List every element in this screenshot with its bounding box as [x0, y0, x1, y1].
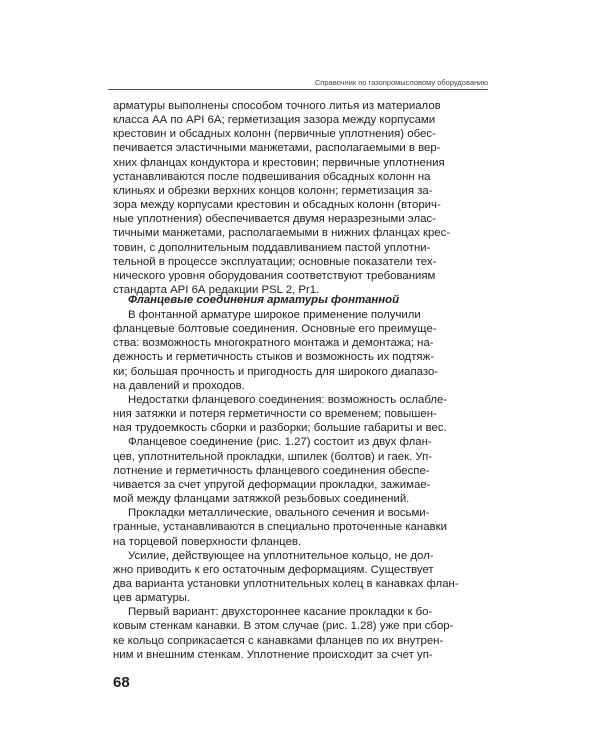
text-line: лотнение и герметичность фланцевого соединения обеспе-	[113, 464, 430, 477]
text-line: ные уплотнения) обеспечивается двумя неразрезными элас-	[113, 213, 436, 226]
section-body	[113, 308, 485, 662]
text-line: тельной в процессе эксплуатации; основные показатели тех-	[113, 255, 437, 268]
text-line: печивается эластичными манжетами, располагаемыми в вер-	[113, 142, 441, 155]
text-line: В фонтанной арматуре широкое применение получили	[128, 309, 421, 321]
text-line: ки; большая прочность и пригодность для широкого диапазо-	[113, 365, 439, 378]
text-line: стандарта API 6А редакции PSL 2, Pr1.	[113, 284, 320, 297]
text-line: класса АА по API 6А; герметизация зазора между корпусами	[113, 114, 436, 127]
text-line: клиньях и обрезки верхних концов колонн; герметизация за-	[113, 184, 433, 197]
text-line: дежность и герметичность стыков и возможность их подтяж-	[113, 351, 435, 364]
intro-paragraph	[113, 99, 485, 297]
text-line: ке кольцо соприкасается с канавками фланцев по их внутрен-	[113, 634, 444, 647]
text-line: жно приводить к его остаточным деформациям. Существует	[113, 563, 434, 576]
running-header: Справочник по газопромысловому оборудованию	[314, 78, 488, 87]
text-line: мой между фланцами затяжкой резьбовых соединений.	[113, 493, 410, 506]
text-line: тичными манжетами, располагаемыми в нижних фланцах крес-	[113, 227, 451, 240]
text-line: цев, уплотнительной прокладки, шпилек (болтов) и гаек. Уп-	[113, 450, 433, 463]
text-line: арматуры выполнены способом точного литья из материалов	[113, 100, 441, 112]
text-line: устанавливаются после подвешивания обсадных колонн на	[113, 170, 431, 183]
text-line: на торцевой поверхности фланцев.	[113, 535, 302, 548]
text-line: Недостатки фланцевого соединения: возможность ослабле-	[128, 393, 448, 406]
text-line: гранные, устанавливаются в специально проточенные канавки	[113, 521, 447, 534]
text-line: Фланцевое соединение (рис. 1.27) состоит из двух флан-	[128, 436, 432, 449]
page-number: 68	[113, 674, 130, 691]
text-line: крестовин и обсадных колонн (первичные уплотнения) обес-	[113, 128, 436, 141]
text-line: нического уровня оборудования соответствуют требованиям	[113, 269, 436, 282]
text-line: Первый вариант: двухстороннее касание прокладки к бо-	[128, 606, 433, 619]
section-heading: Фланцевые соединения арматуры фонтанной	[128, 294, 400, 306]
text-line: на давлений и проходов.	[113, 379, 245, 392]
text-line: чивается за счет упругой деформации прокладки, зажимае-	[113, 478, 431, 491]
text-line: ковым стенкам канавки. В этом случае (рис. 1.28) уже при сбор-	[113, 620, 454, 633]
text-line: ства: возможность многократного монтажа и демонтажа; на-	[113, 337, 434, 350]
text-line: два варианта установки уплотнительных колец в канавках флан-	[113, 577, 459, 590]
text-line: ним и внешним стенкам. Уплотнение происходит за счет уп-	[113, 648, 433, 661]
text-line: фланцевые болтовые соединения. Основные его преимуще-	[113, 323, 437, 336]
text-line: товин, с дополнительным поддавливанием пастой уплотни-	[113, 241, 431, 254]
text-line: цев арматуры.	[113, 592, 191, 605]
text-line: Усилие, действующее на уплотнительное кольцо, не дол-	[128, 549, 434, 562]
text-line: ния затяжки и потеря герметичности со временем; повышен-	[113, 408, 437, 421]
text-line: хних фланцах кондуктора и крестовин; первичные уплотнения	[113, 156, 445, 169]
header-rule	[108, 89, 488, 90]
text-line: зора между корпусами крестовин и обсадных колонн (вторич-	[113, 199, 441, 212]
text-line: Прокладки металлические, овального сечения и восьми-	[128, 507, 430, 520]
text-line: ная трудоемкость сборки и разборки; большие габариты и вес.	[113, 422, 447, 435]
